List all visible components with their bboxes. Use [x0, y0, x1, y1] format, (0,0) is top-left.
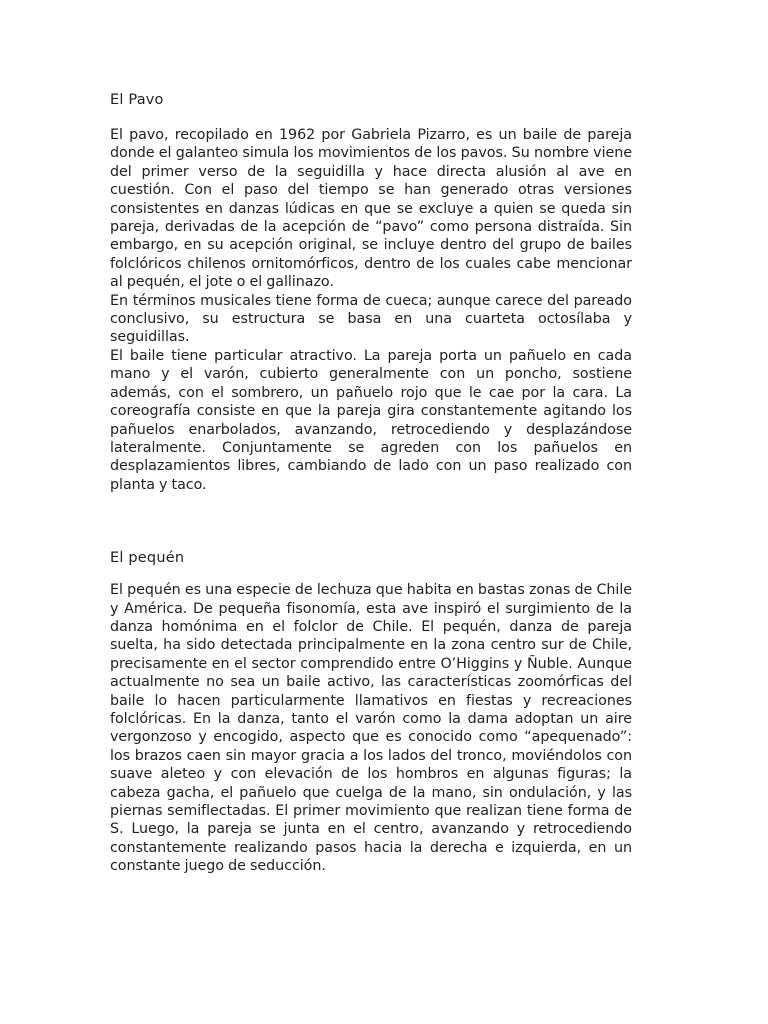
paragraph: El baile tiene particular atractivo. La pareja porta un pañuelo en cada mano y el varón, cubierto generalmente con un poncho, sostiene además, con el sombrero, un pañuelo rojo que le cae por la cara. La coreografía consiste en que la pareja gira constantemente agitando los pañuelos enarbolados, avanzando, retrocediendo y desplazándose lateralmente. Conjuntamente se agreden con los pañuelos en desplazamientos libres, cambiando de lado con un paso realizado con planta y taco.: [110, 347, 632, 493]
section-el-pequen: [110, 548, 632, 876]
section-el-pavo: [110, 90, 632, 494]
section-heading: El Pavo: [110, 92, 164, 108]
document-page: [110, 90, 632, 876]
paragraph: El pequén es una especie de lechuza que habita en bastas zonas de Chile y América. De pequeña fisonomía, esta ave inspiró el surgimiento de la danza homónima en el folclor de Chile. El pequén, danza de pareja suelta, ha sido detectada principalmente en la zona centro sur de Chile, precisamente en el sector comprendido entre O’Higgins y Ñuble. Aunque actualmente no sea un baile activo, las características zoomórficas del baile lo hacen particularmente llamativos en fiestas y recreaciones folclóricas. En la danza, tanto el varón como la dama adoptan un aire vergonzoso y encogido, aspecto que es conocido como “apequenado”: los brazos caen sin mayor gracia a los lados del tronco, moviéndolos con suave aleteo y con elevación de los hombros en algunas figuras; la cabeza gacha, el pañuelo que cuelga de la mano, sin ondulación, y las piernas semiflectadas. El primer movimiento que realizan tiene forma de S. Luego, la pareja se junta en el centro, avanzando y retrocediendo constantemente realizando pasos hacia la derecha e izquierda, en un constante juego de seducción.: [110, 582, 632, 875]
paragraph: El pavo, recopilado en 1962 por Gabriela Pizarro, es un baile de pareja donde el galanteo simula los movimientos de los pavos. Su nombre viene del primer verso de la seguidilla y hace directa alusión al ave en cuestión. Con el paso del tiempo se han generado otras versiones consistentes en danzas lúdicas en que se excluye a quien se queda sin pareja, derivadas de la acepción de “pavo” como persona distraída. Sin embargo, en su acepción original, se incluye dentro del grupo de bailes folclóricos chilenos ornitomórficos, dentro de los cuales cabe mencionar al pequén, el jote o el gallinazo.: [110, 127, 632, 291]
section-heading: El pequén: [110, 550, 185, 567]
paragraph: En términos musicales tiene forma de cueca; aunque carece del pareado conclusivo, su estructura se basa en una cuarteta octosílaba y seguidillas.: [110, 292, 632, 346]
